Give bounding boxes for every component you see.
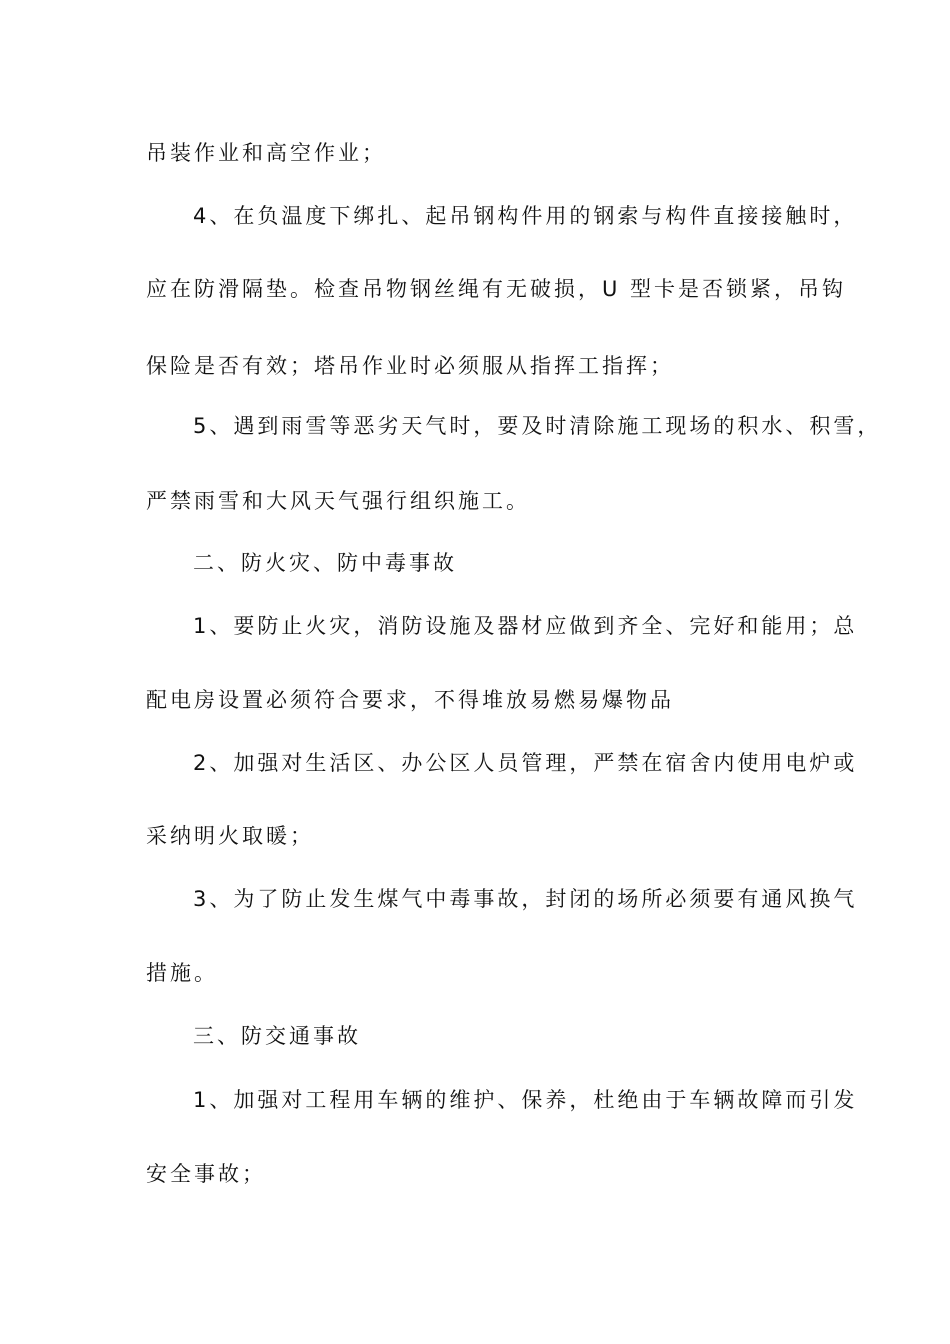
section-heading-2: 二、防火灾、防中毒事故	[193, 551, 457, 575]
section-3-paragraph-1: 1、加强对工程用车辆的维护、保养，杜绝由于车辆故障而引发	[193, 1088, 858, 1112]
text-line: 吊装作业和高空作业；	[146, 141, 386, 165]
text-line: 保险是否有效；塔吊作业时必须服从指挥工指挥；	[146, 354, 674, 378]
section-heading-3: 三、防交通事故	[193, 1024, 361, 1048]
text-line: 采纳明火取暖；	[146, 824, 314, 848]
section-2-paragraph-2: 2、加强对生活区、办公区人员管理，严禁在宿舍内使用电炉或	[193, 751, 858, 775]
section-2-paragraph-3: 3、为了防止发生煤气中毒事故，封闭的场所必须要有通风换气	[193, 887, 858, 911]
paragraph-4: 4、在负温度下绑扎、起吊钢构件用的钢索与构件直接接触时，	[193, 204, 858, 228]
section-2-paragraph-1: 1、要防止火灾，消防设施及器材应做到齐全、完好和能用；总	[193, 614, 858, 638]
text-line: 措施。	[146, 961, 218, 985]
text-line: 严禁雨雪和大风天气强行组织施工。	[146, 489, 530, 513]
text-line: 配电房设置必须符合要求，不得堆放易燃易爆物品	[146, 688, 674, 712]
paragraph-5: 5、遇到雨雪等恶劣天气时，要及时清除施工现场的积水、积雪，	[193, 414, 882, 438]
text-line: 应在防滑隔垫。检查吊物钢丝绳有无破损，U 型卡是否锁紧，吊钩	[146, 277, 847, 301]
text-line: 安全事故；	[146, 1162, 266, 1186]
